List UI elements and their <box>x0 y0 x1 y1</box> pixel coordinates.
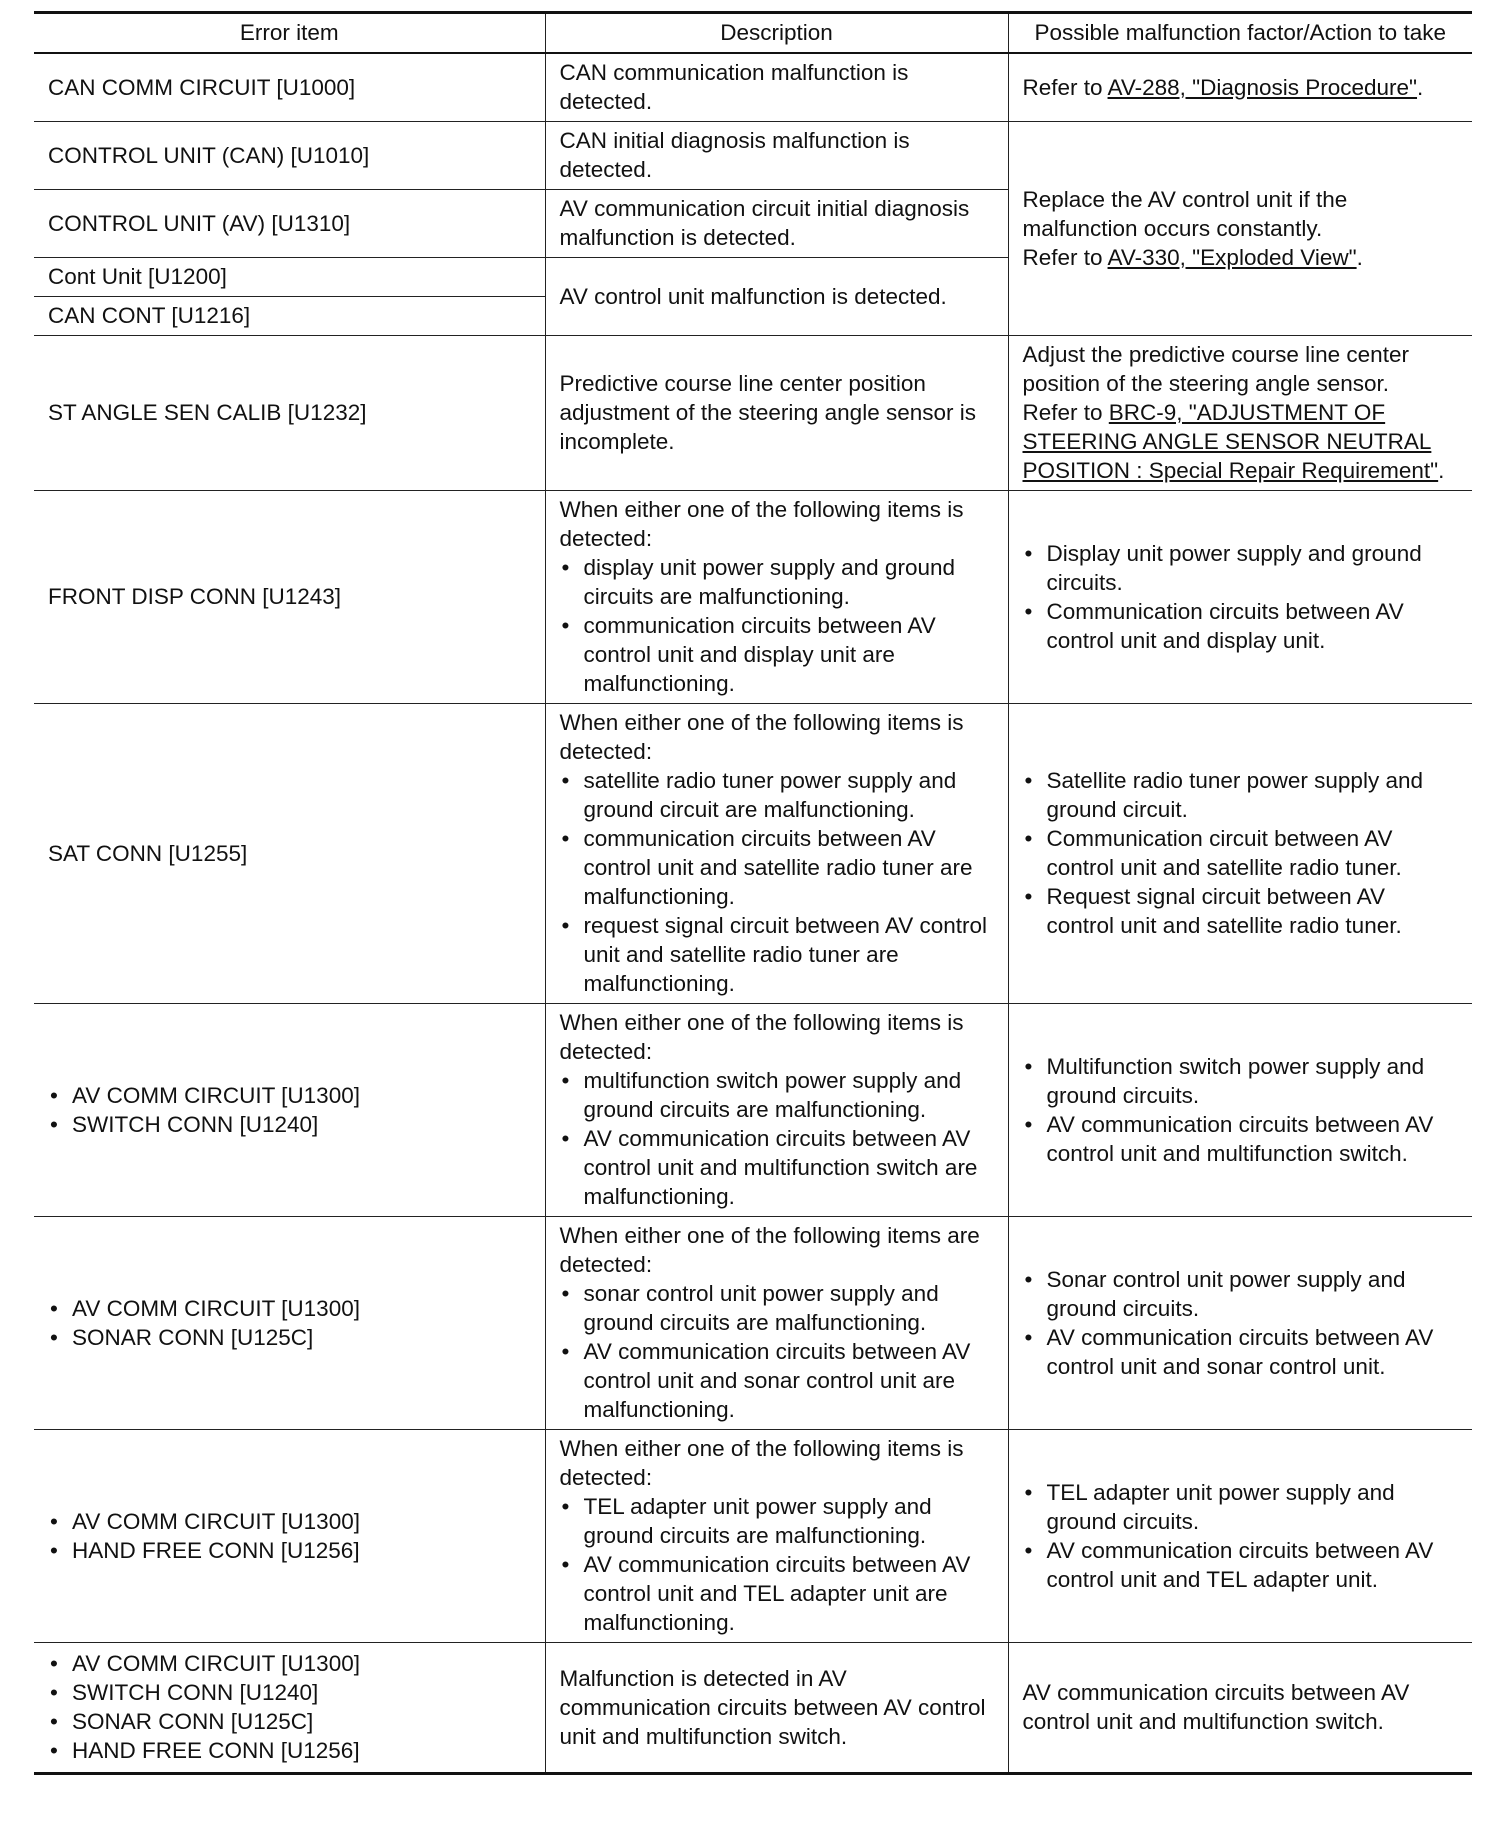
error-item-cell: CAN CONT [U1216] <box>34 297 545 336</box>
table-row <box>34 491 1472 704</box>
error-item-cell: FRONT DISP CONN [U1243] <box>34 491 545 704</box>
description-bullets <box>560 553 994 698</box>
list-item: • Communication circuits between AV control unit and display unit. <box>1023 597 1459 655</box>
description-bullets <box>560 1066 994 1211</box>
action-cell <box>1008 336 1472 491</box>
action-text: . <box>1356 244 1363 270</box>
description-cell: CAN communication malfunction is detected. <box>545 53 1008 122</box>
action-text: . <box>1438 458 1445 483</box>
error-item-cell: CONTROL UNIT (AV) [U1310] <box>34 190 545 258</box>
reference-link[interactable]: BRC-9, "ADJUSTMENT OF STEERING ANGLE SENSOR NEUTRAL POSITION : Special Repair Requirement" <box>1022 400 1439 483</box>
list-item: • SWITCH CONN [U1240] <box>48 1110 531 1139</box>
table-header-row <box>34 13 1472 54</box>
description-cell: AV communication circuit initial diagnosis malfunction is detected. <box>545 190 1008 258</box>
list-item: • satellite radio tuner power supply and ground circuit are malfunctioning. <box>560 766 994 824</box>
error-item-cell: SAT CONN [U1255] <box>34 704 545 1004</box>
list-item: • Display unit power supply and ground circuits. <box>1023 539 1459 597</box>
action-cell <box>1008 491 1472 704</box>
description-lead: When either one of the following items is detected: <box>559 497 964 551</box>
list-item: • AV COMM CIRCUIT [U1300] <box>48 1294 531 1323</box>
list-item: • AV COMM CIRCUIT [U1300] <box>48 1649 531 1678</box>
description-lead: When either one of the following items is detected: <box>559 1010 964 1064</box>
action-cell <box>1008 122 1472 336</box>
action-text: Replace the AV control unit if the malfunction occurs constantly. <box>1022 186 1348 241</box>
list-item: • AV COMM CIRCUIT [U1300] <box>48 1507 531 1536</box>
action-cell <box>1008 704 1472 1004</box>
list-item: • TEL adapter unit power supply and ground circuits are malfunctioning. <box>560 1492 994 1550</box>
table-row <box>34 53 1472 122</box>
list-item: • request signal circuit between AV control unit and satellite radio tuner are malfunctioning. <box>560 911 994 998</box>
description-cell: AV control unit malfunction is detected. <box>545 258 1008 336</box>
description-lead: When either one of the following items are detected: <box>559 1223 980 1277</box>
action-bullets <box>1023 1478 1459 1594</box>
list-item: • HAND FREE CONN [U1256] <box>48 1536 531 1565</box>
action-text: Adjust the predictive course line center position of the steering angle sensor. <box>1022 342 1409 396</box>
error-item-bullets <box>48 1081 531 1139</box>
action-cell <box>1008 1217 1472 1430</box>
list-item: • SONAR CONN [U125C] <box>48 1323 531 1352</box>
table-row <box>34 1217 1472 1430</box>
error-item-cell: CAN COMM CIRCUIT [U1000] <box>34 53 545 122</box>
description-cell <box>545 1430 1008 1643</box>
error-item-table <box>34 11 1472 1775</box>
error-item-bullets <box>48 1507 531 1565</box>
list-item: • AV COMM CIRCUIT [U1300] <box>48 1081 531 1110</box>
error-item-cell <box>34 1430 545 1643</box>
header-description: Description <box>545 13 1008 54</box>
table-row <box>34 336 1472 491</box>
error-item-cell <box>34 1217 545 1430</box>
header-action: Possible malfunction factor/Action to take <box>1008 13 1472 54</box>
table-row <box>34 122 1472 190</box>
description-lead: When either one of the following items is detected: <box>559 710 964 764</box>
table-row <box>34 1430 1472 1643</box>
action-cell <box>1008 1430 1472 1643</box>
list-item: • Request signal circuit between AV control unit and satellite radio tuner. <box>1023 882 1459 940</box>
list-item: • SONAR CONN [U125C] <box>48 1707 531 1736</box>
error-item-bullets <box>48 1294 531 1352</box>
list-item: • Sonar control unit power supply and ground circuits. <box>1023 1265 1459 1323</box>
list-item: • communication circuits between AV control unit and display unit are malfunctioning. <box>560 611 994 698</box>
action-text: . <box>1417 74 1424 100</box>
list-item: • AV communication circuits between AV control unit and multifunction switch. <box>1023 1110 1459 1168</box>
list-item: • sonar control unit power supply and ground circuits are malfunctioning. <box>560 1279 994 1337</box>
description-cell: Malfunction is detected in AV communication circuits between AV control unit and multifunction switch. <box>545 1643 1008 1774</box>
error-item-bullets <box>48 1649 531 1765</box>
list-item: • TEL adapter unit power supply and ground circuits. <box>1023 1478 1459 1536</box>
description-lead: When either one of the following items is detected: <box>559 1436 964 1490</box>
action-cell: AV communication circuits between AV control unit and multifunction switch. <box>1008 1643 1472 1774</box>
action-text: Refer to <box>1022 244 1108 270</box>
description-cell <box>545 1217 1008 1430</box>
list-item: • AV communication circuits between AV control unit and sonar control unit are malfunctioning. <box>560 1337 994 1424</box>
list-item: • multifunction switch power supply and ground circuits are malfunctioning. <box>560 1066 994 1124</box>
action-bullets <box>1023 1052 1459 1168</box>
table-row <box>34 1643 1472 1774</box>
error-item-cell: Cont Unit [U1200] <box>34 258 545 297</box>
action-bullets <box>1023 1265 1459 1381</box>
header-error-item: Error item <box>34 13 545 54</box>
action-cell <box>1008 53 1472 122</box>
list-item: • HAND FREE CONN [U1256] <box>48 1736 531 1765</box>
error-item-cell <box>34 1643 545 1774</box>
description-bullets <box>560 1492 994 1637</box>
list-item: • AV communication circuits between AV control unit and multifunction switch are malfunctioning. <box>560 1124 994 1211</box>
list-item: • AV communication circuits between AV control unit and sonar control unit. <box>1023 1323 1459 1381</box>
description-cell <box>545 704 1008 1004</box>
action-text: Refer to <box>1022 400 1109 425</box>
error-item-cell <box>34 1004 545 1217</box>
table-row <box>34 704 1472 1004</box>
description-bullets <box>560 766 994 998</box>
error-item-sheet <box>34 11 1472 1775</box>
description-cell <box>545 1004 1008 1217</box>
reference-link[interactable]: AV-330, "Exploded View" <box>1107 244 1357 270</box>
description-cell: Predictive course line center position adjustment of the steering angle sensor is incomplete. <box>545 336 1008 491</box>
action-bullets <box>1023 539 1459 655</box>
error-item-cell: CONTROL UNIT (CAN) [U1010] <box>34 122 545 190</box>
action-cell <box>1008 1004 1472 1217</box>
action-bullets <box>1023 766 1459 940</box>
description-bullets <box>560 1279 994 1424</box>
list-item: • display unit power supply and ground circuits are malfunctioning. <box>560 553 994 611</box>
list-item: • communication circuits between AV control unit and satellite radio tuner are malfunctioning. <box>560 824 994 911</box>
description-cell <box>545 491 1008 704</box>
table-row <box>34 1004 1472 1217</box>
list-item: • Communication circuit between AV control unit and satellite radio tuner. <box>1023 824 1459 882</box>
list-item: • SWITCH CONN [U1240] <box>48 1678 531 1707</box>
description-cell: CAN initial diagnosis malfunction is detected. <box>545 122 1008 190</box>
list-item: • AV communication circuits between AV control unit and TEL adapter unit. <box>1023 1536 1459 1594</box>
action-text: Refer to <box>1022 74 1108 100</box>
list-item: • AV communication circuits between AV control unit and TEL adapter unit are malfunctioning. <box>560 1550 994 1637</box>
error-item-cell: ST ANGLE SEN CALIB [U1232] <box>34 336 545 491</box>
list-item: • Multifunction switch power supply and ground circuits. <box>1023 1052 1459 1110</box>
list-item: • Satellite radio tuner power supply and ground circuit. <box>1023 766 1459 824</box>
reference-link[interactable]: AV-288, "Diagnosis Procedure" <box>1107 74 1418 100</box>
